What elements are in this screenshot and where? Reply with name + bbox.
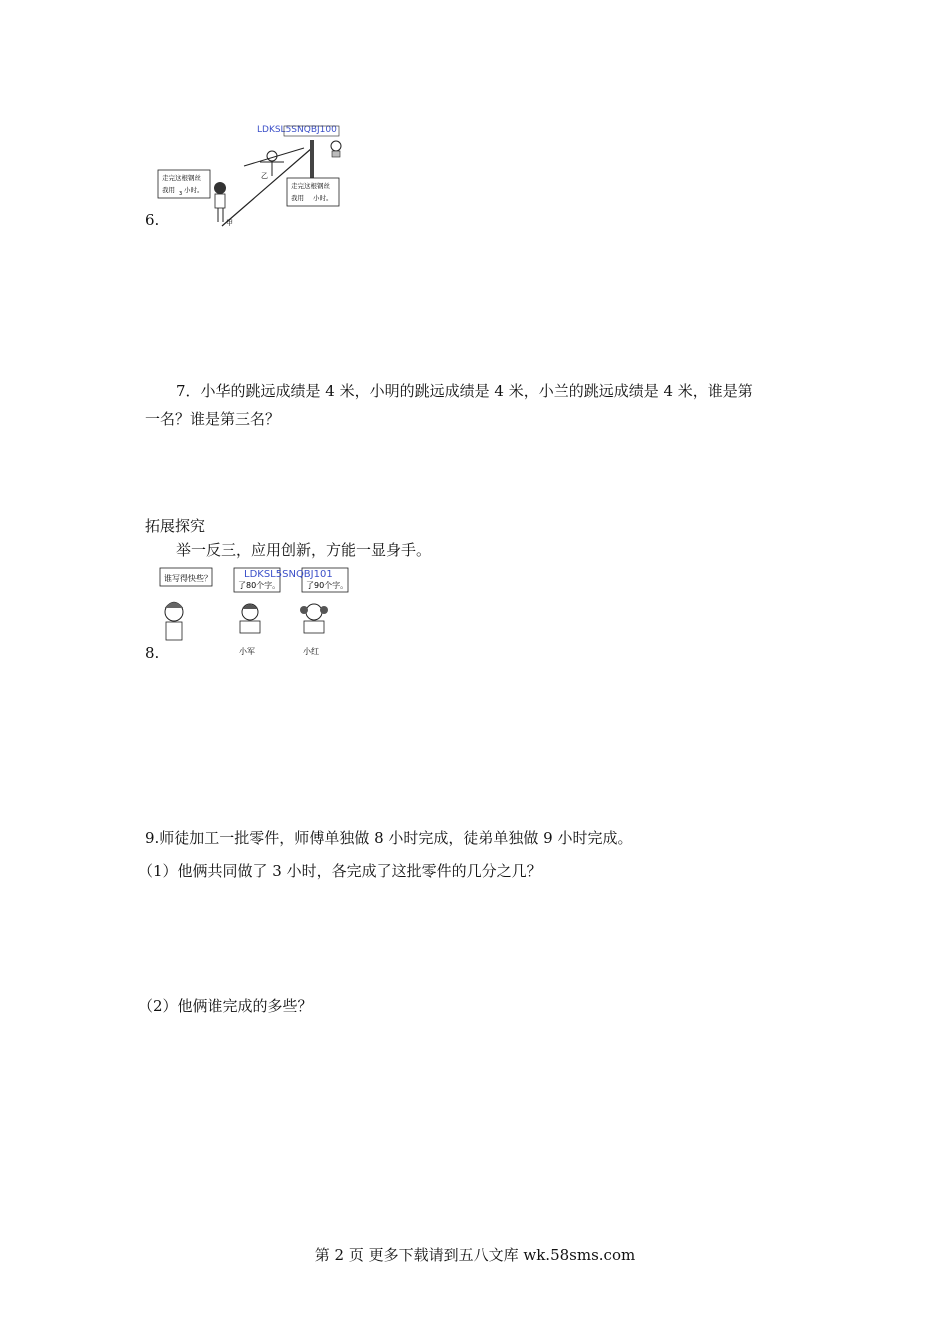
bubble-left-line2: 我用 — [162, 186, 175, 194]
q9-part1: （1）他俩共同做了 3 小时，各完成了这批零件的几分之几？ — [138, 862, 542, 880]
bubble-right-line3: 小时。 — [313, 194, 333, 202]
section-title: 拓展探究 — [145, 517, 206, 535]
q7-line2: 一名？谁是第三名？ — [145, 410, 281, 428]
bubble-left-line3: 小时。 — [184, 186, 204, 194]
q6-number: 6. — [145, 211, 160, 229]
bubble-xiaojun: 了80个字。 — [238, 581, 281, 590]
bubble-xiaohong: 了90个字。 — [306, 581, 349, 590]
q8-number: 8. — [145, 644, 160, 662]
writing-speed-figure — [152, 560, 367, 660]
page-footer: 第 2 页 更多下载请到五八文库 wk.58sms.com — [314, 1246, 636, 1264]
watermark-q8: LDKSL5SNQBJ101 — [244, 569, 333, 580]
bubble-left-den: 3 — [179, 191, 183, 197]
bubble-right-line1: 走完这根钢丝 — [291, 182, 330, 190]
q7-line1: 7．小华的跳远成绩是 4 米，小明的跳远成绩是 4 米，小兰的跳远成绩是 4 米，谁是第 — [176, 382, 753, 400]
q9-stem: 9.师徒加工一批零件，师傅单独做 8 小时完成，徒弟单独做 9 小时完成。 — [145, 829, 633, 847]
section-intro: 举一反三，应用创新，方能一显身手。 — [176, 541, 432, 559]
name-xiaojun: 小军 — [239, 647, 255, 656]
bubble-right-line2: 我用 — [291, 194, 304, 202]
bubble-teacher: 谁写得快些？ — [164, 574, 212, 583]
q9-part2: （2）他俩谁完成的多些？ — [138, 997, 313, 1015]
label-yi: 乙 — [261, 172, 268, 180]
watermark-q6: LDKSL5SNQBJ100 — [257, 125, 337, 135]
label-jia: 甲 — [226, 219, 233, 227]
name-xiaohong: 小红 — [303, 647, 319, 656]
bubble-left-line1: 走完这根钢丝 — [162, 174, 201, 182]
tightrope-figure — [152, 118, 362, 230]
